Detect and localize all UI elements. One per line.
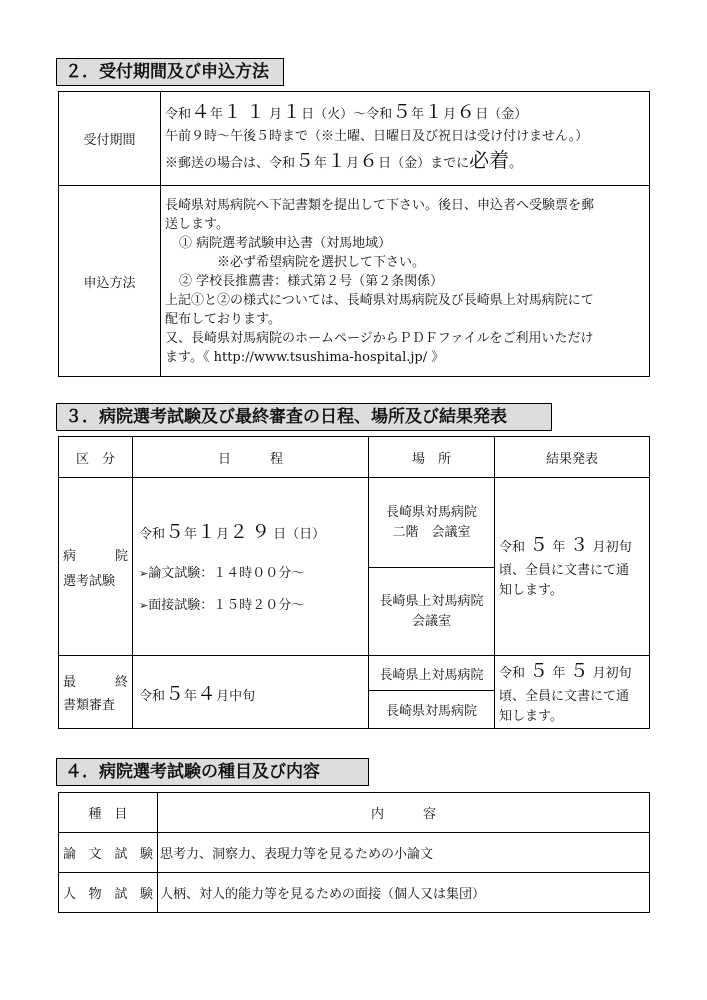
item-name: 人 物 試 験 bbox=[59, 873, 158, 913]
interview-exam-time: ➢面接試験：１５時２０分～ bbox=[139, 598, 305, 613]
label-line2: 書類審査 bbox=[63, 698, 116, 713]
arrow-icon: ➢ bbox=[139, 599, 149, 612]
method-line: 配布しております。 bbox=[165, 311, 281, 327]
method-line: ② 学校長推薦書：様式第２号（第２条関係） bbox=[179, 273, 444, 289]
item-content: 人柄、対人的能力等を見るための面接（個人又は集団） bbox=[158, 873, 650, 913]
review-place-1: 長崎県上対馬病院 bbox=[369, 656, 495, 691]
method-line: 送します。 bbox=[165, 216, 229, 232]
review-place-2: 長崎県対馬病院 bbox=[369, 691, 495, 729]
exam-result: 令和 ５ 年 ３ 月初旬 頃、全員に文書にて通 知します。 bbox=[495, 478, 650, 656]
period-line1: 令和４年１１月１日（火）～令和５年１月６日（金） bbox=[165, 101, 528, 123]
period-line2: 午前９時～午後５時まで（※土曜、日曜日及び祝日は受け付けません。） bbox=[165, 129, 589, 144]
period-line3: ※郵送の場合は、令和５年１月６日（金）までに必着。 bbox=[165, 148, 523, 172]
method-line: 長崎県対馬病院へ下記書類を提出して下さい。後日、申込者へ受験票を郵 bbox=[165, 197, 595, 213]
section4-table bbox=[58, 792, 650, 913]
exam-place-1: 長崎県対馬病院 二階 会議室 bbox=[369, 478, 495, 568]
exam-place-2: 長崎県上対馬病院 会議室 bbox=[369, 568, 495, 656]
section4-heading: ４．病院選考試験の種目及び内容 bbox=[56, 758, 369, 786]
label-hospital-exam bbox=[59, 478, 133, 656]
header-kekka: 結果発表 bbox=[495, 437, 650, 478]
label-line2: 選考試験 bbox=[63, 573, 116, 589]
header-naiyou: 内 容 bbox=[158, 793, 650, 833]
review-date: 令和５年４月中旬 bbox=[139, 682, 256, 705]
method-line: 上記①と②の様式については、長崎県対馬病院及び長崎県上対馬病院にて bbox=[165, 292, 594, 308]
header-kubun: 区 分 bbox=[59, 437, 133, 478]
label-line1: 最 終 bbox=[63, 675, 128, 690]
item-content: 思考力、洞察力、表現力等を見るための小論文 bbox=[158, 833, 650, 873]
period-content bbox=[161, 92, 650, 186]
essay-exam-time: ➢論文試験：１４時００分～ bbox=[139, 566, 305, 581]
method-label: 申込方法 bbox=[59, 186, 161, 377]
label-line1: 病 院 bbox=[63, 548, 128, 564]
header-basho: 場 所 bbox=[369, 437, 495, 478]
section3-heading: ３．病院選考試験及び最終審査の日程、場所及び結果発表 bbox=[56, 403, 552, 431]
exam-schedule bbox=[133, 478, 369, 656]
method-line: 又、長崎県対馬病院のホームページからＰＤＦファイルをご利用いただけ bbox=[165, 330, 594, 346]
review-result: 令和 ５ 年 ５ 月初旬 頃、全員に文書にて通 知します。 bbox=[495, 656, 650, 729]
method-line: ※必ず希望病院を選択して下さい。 bbox=[217, 254, 426, 270]
method-line: ます。《 http://www.tsushima-hospital.jp/ 》 bbox=[165, 349, 445, 365]
method-line: ① 病院選考試験申込書（対馬地域） bbox=[179, 235, 392, 251]
section3-table bbox=[58, 436, 650, 729]
label-final-review bbox=[59, 656, 133, 729]
section2-table bbox=[58, 91, 650, 377]
method-content bbox=[161, 186, 650, 377]
arrow-icon: ➢ bbox=[139, 567, 149, 580]
period-label: 受付期間 bbox=[59, 92, 161, 186]
exam-date: 令和５年１月２９日（日） bbox=[139, 521, 326, 543]
review-schedule bbox=[133, 656, 369, 729]
header-shumoku: 種 目 bbox=[59, 793, 158, 833]
section2-heading: ２．受付期間及び申込方法 bbox=[56, 58, 284, 86]
header-nittei: 日 程 bbox=[133, 437, 369, 478]
item-name: 論 文 試 験 bbox=[59, 833, 158, 873]
